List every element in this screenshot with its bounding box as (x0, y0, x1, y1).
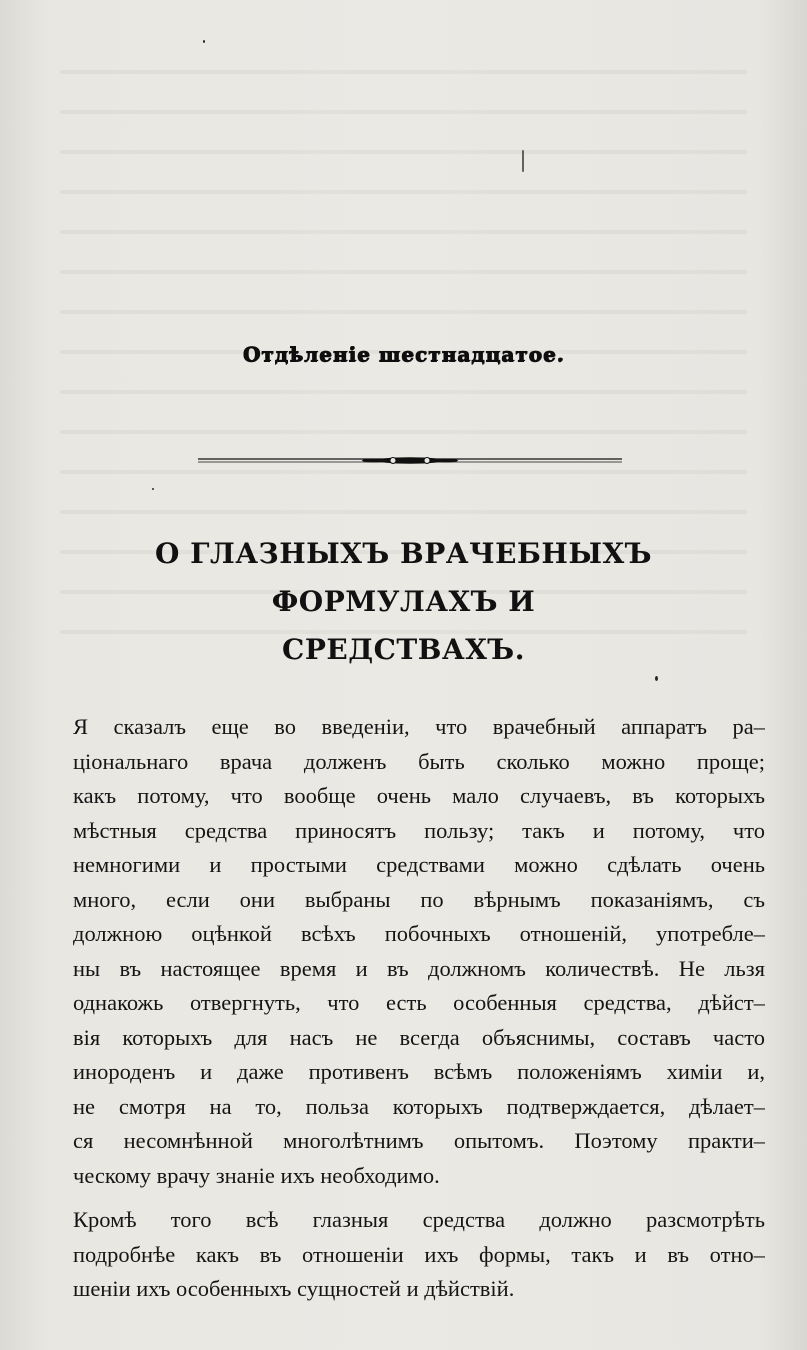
text-line: не смотря на то, польза которыхъ подтверждается, дѣлает– (73, 1093, 765, 1119)
text-line: много, если они выбраны по вѣрнымъ показаніямъ, съ (73, 886, 765, 912)
ornamental-rule-divider (198, 454, 622, 466)
text-line: ческому врачу знаніе ихъ необходимо. (73, 1162, 440, 1188)
paragraph-1 (73, 710, 765, 1193)
paragraph-2 (73, 1203, 765, 1307)
chapter-title-line-1: О ГЛАЗНЫХЪ ВРАЧЕБНЫХЪ ФОРМУЛАХЪ И (154, 537, 653, 618)
section-heading: Отдѣленіе шестнадцатое. (242, 342, 565, 366)
text-line: однакожь отвергнуть, что есть особенныя средства, дѣйст– (73, 990, 765, 1015)
text-line: Кромѣ того всѣ глазныя средства должно разсмотрѣть (73, 1207, 765, 1232)
text-line: инороденъ и даже противенъ всѣмъ положеніямъ химіи и, (73, 1059, 765, 1084)
text-line: ся несомнѣнной многолѣтнимъ опытомъ. Поэтому практи– (73, 1128, 765, 1153)
ink-speck (203, 40, 205, 43)
text-line: какъ потому, что вообще очень мало случаевъ, въ которыхъ (73, 783, 765, 808)
chapter-title-line-2: СРЕДСТВАХЪ. (282, 633, 525, 666)
text-line: немногими и простыми средствами можно сдѣлать очень (73, 852, 765, 877)
body-text (73, 710, 765, 1307)
ink-speck (655, 676, 658, 681)
text-line: мѣстныя средства приносятъ пользу; такъ и потому, что (73, 817, 765, 843)
ink-speck (522, 150, 524, 172)
text-line: ны въ настоящее время и въ должномъ количествѣ. Не льзя (73, 955, 765, 981)
text-line: вія которыхъ для насъ не всегда объяснимы, составъ часто (73, 1024, 765, 1050)
chapter-title (40, 530, 767, 674)
text-line: подробнѣе какъ въ отношеніи ихъ формы, такъ и въ отно– (73, 1241, 765, 1267)
text-line: ціональнаго врача долженъ быть сколько можно проще; (73, 748, 765, 774)
ink-speck (152, 488, 154, 490)
text-line: должною оцѣнкой всѣхъ побочныхъ отношеній, употребле– (73, 921, 765, 946)
text-line: шеніи ихъ особенныхъ сущностей и дѣйствій. (73, 1276, 515, 1301)
text-line: Я сказалъ еще во введеніи, что врачебный аппаратъ ра– (73, 714, 765, 739)
